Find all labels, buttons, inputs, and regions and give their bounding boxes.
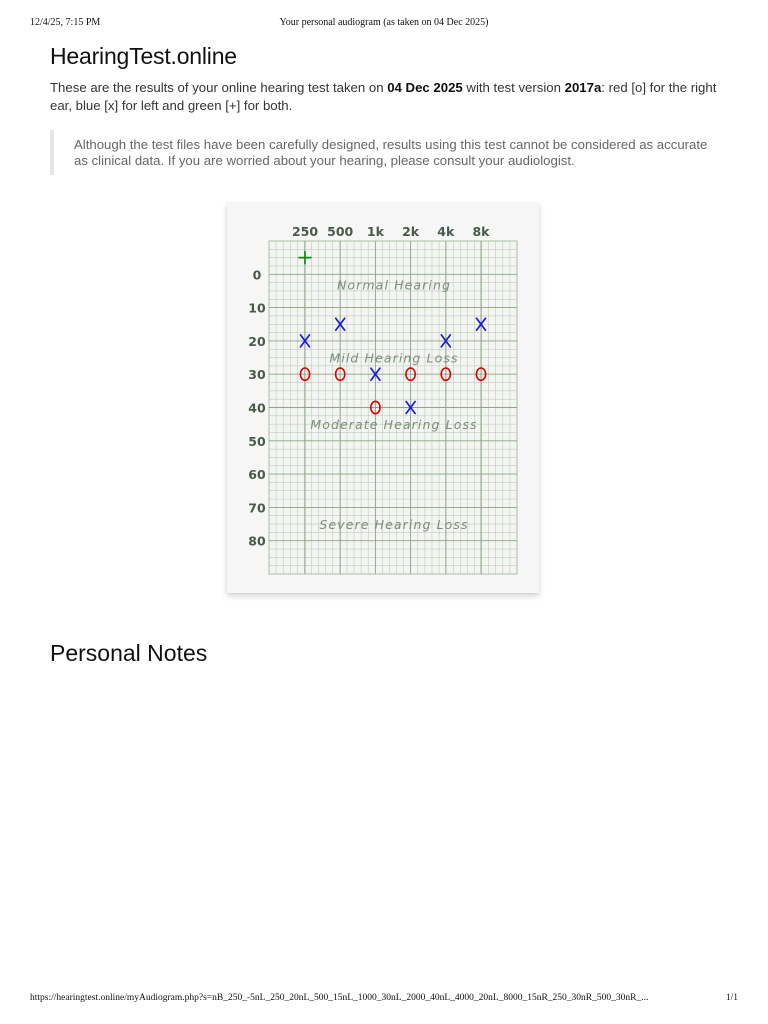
x-tick-label: 2k: [402, 224, 420, 239]
x-tick-label: 1k: [366, 224, 384, 239]
y-tick-label: 80: [248, 533, 266, 549]
intro-paragraph: [50, 79, 720, 115]
zone-label: Moderate Hearing Loss: [310, 417, 478, 433]
disclaimer-blockquote: Although the test files have been carefully designed, results using this test cannot be considered as accurate as clinical data. If you are worried about your hearing, please consult your audiologist.: [50, 130, 710, 175]
y-tick-label: 50: [248, 433, 266, 449]
y-tick-label: 40: [248, 400, 266, 416]
audiogram-card: [227, 203, 539, 593]
zone-label: Severe Hearing Loss: [319, 517, 469, 533]
personal-notes-title: Personal Notes: [50, 640, 208, 666]
x-tick-label: 4k: [437, 224, 455, 239]
x-tick-label: 250: [291, 224, 319, 239]
y-tick-label: 30: [248, 367, 266, 383]
print-url: https://hearingtest.online/myAudiogram.php?s=nB_250_-5nL_250_20nL_500_15nL_1000_30nL_2000_40nL_4000_20nL_8000_15nR_250_30nR_500_30nR_...: [30, 993, 649, 1003]
x-tick-label: 8k: [472, 224, 490, 239]
zone-label: Mild Hearing Loss: [329, 350, 459, 366]
intro-text-3: : red [o] for the right ear, blue [x] for left and green [+] for both.: [50, 80, 717, 113]
intro-text-1: These are the results of your online hearing test taken on: [50, 80, 388, 95]
intro-text-2: with test version: [462, 80, 565, 95]
print-page-number: 1/1: [725, 993, 738, 1003]
print-datetime: 12/4/25, 7:15 PM: [30, 17, 101, 28]
test-version: 2017a: [564, 80, 602, 95]
y-tick-label: 20: [248, 333, 266, 349]
y-tick-label: 60: [248, 467, 266, 483]
audiogram-chart: [227, 203, 539, 593]
site-title: HearingTest.online: [50, 43, 237, 69]
print-document-title: Your personal audiogram (as taken on 04 Dec 2025): [279, 17, 489, 28]
print-footer: [30, 993, 738, 1007]
print-header: [30, 17, 738, 31]
test-date: 04 Dec 2025: [387, 80, 463, 95]
y-tick-label: 10: [248, 300, 266, 316]
zone-label: Normal Hearing: [336, 277, 452, 293]
x-tick-label: 500: [327, 224, 354, 239]
y-tick-label: 0: [252, 267, 262, 283]
y-tick-label: 70: [248, 500, 266, 516]
